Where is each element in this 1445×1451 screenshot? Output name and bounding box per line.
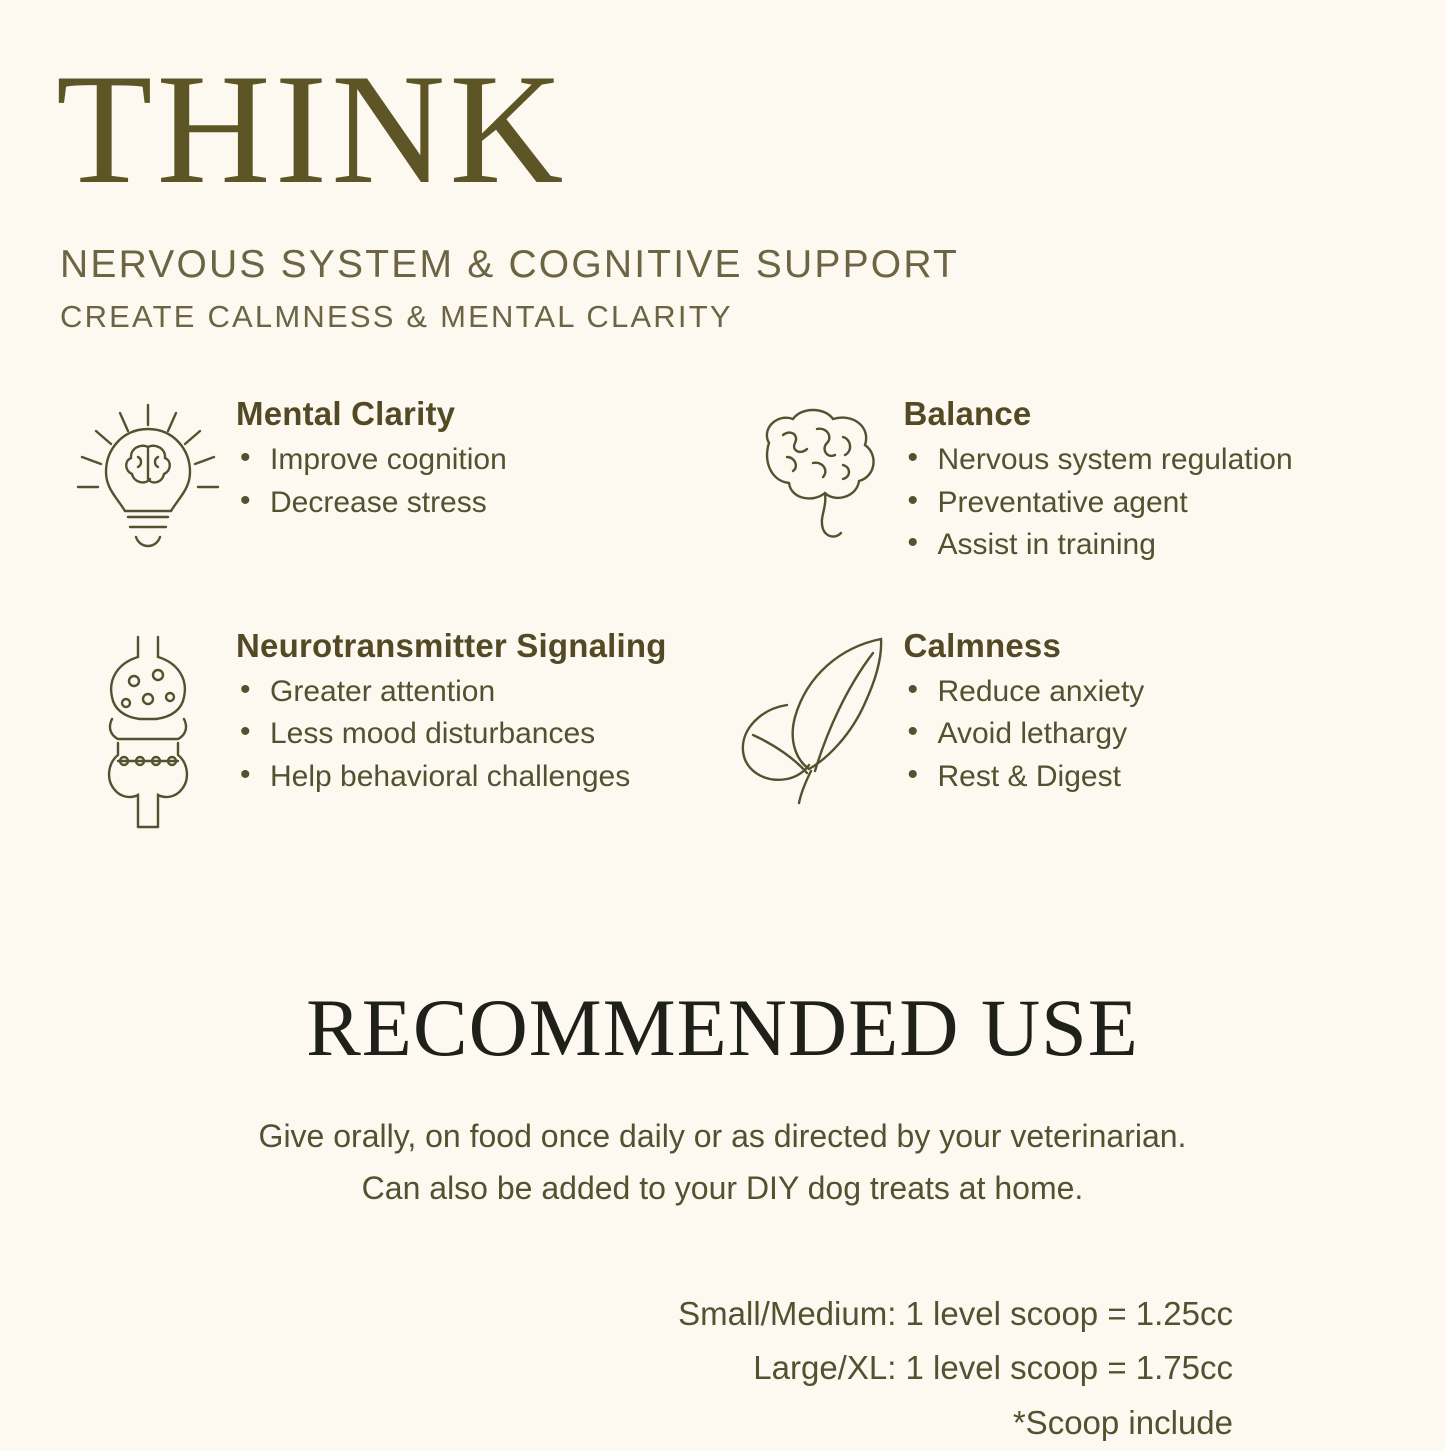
instruction-line: Can also be added to your DIY dog treats at home. [361, 1169, 1084, 1206]
instruction-line: Give orally, on food once daily or as directed by your veterinarian. [258, 1117, 1187, 1154]
recommended-use-title: RECOMMENDED USE [306, 981, 1139, 1073]
list-item: • Nervous system regulation [938, 439, 1293, 482]
benefit-body [904, 625, 1145, 799]
list-item: • Reduce anxiety [938, 671, 1145, 714]
subtitle-primary: NERVOUS SYSTEM & COGNITIVE SUPPORT [60, 243, 960, 287]
subtitle-secondary: CREATE CALMNESS & MENTAL CLARITY [60, 299, 733, 335]
brain-squiggle-icon [728, 393, 904, 549]
benefit-list [236, 439, 507, 524]
benefit-item [728, 393, 1386, 567]
benefit-list [236, 671, 667, 799]
leaf-icon [728, 625, 904, 806]
benefit-title: Calmness [903, 626, 1062, 664]
dosage-line: Large/XL: 1 level scoop = 1.75cc [753, 1349, 1233, 1387]
benefit-body [236, 393, 507, 524]
benefit-title: Mental Clarity [236, 395, 456, 433]
dosage-note: *Scoop include [1012, 1404, 1233, 1442]
benefit-title: Neurotransmitter Signaling [236, 626, 667, 664]
list-item: • Avoid lethargy [938, 713, 1145, 756]
list-item: • Less mood disturbances [270, 713, 667, 756]
list-item: • Help behavioral challenges [270, 756, 667, 799]
dosage-line: Small/Medium: 1 level scoop = 1.25cc [678, 1294, 1233, 1332]
benefit-title: Balance [903, 395, 1032, 433]
list-item: • Rest & Digest [938, 756, 1145, 799]
lightbulb-brain-icon [60, 393, 236, 564]
benefit-list [904, 671, 1145, 799]
list-item: • Assist in training [938, 524, 1293, 567]
benefit-body [904, 393, 1293, 567]
list-item: • Decrease stress [270, 482, 507, 525]
recommended-use-text [60, 1111, 1385, 1215]
benefit-item [728, 625, 1386, 831]
benefit-list [904, 439, 1293, 567]
benefits-grid [60, 393, 1385, 831]
list-item: • Preventative agent [938, 482, 1293, 525]
page-title: THINK [56, 42, 568, 217]
list-item: • Greater attention [270, 671, 667, 714]
recommended-use-section [60, 981, 1385, 1451]
benefit-body [236, 625, 667, 799]
benefit-item [60, 393, 718, 567]
list-item: • Improve cognition [270, 439, 507, 482]
dosage-block [60, 1287, 1385, 1451]
synapse-icon [60, 625, 236, 831]
benefit-item [60, 625, 718, 831]
